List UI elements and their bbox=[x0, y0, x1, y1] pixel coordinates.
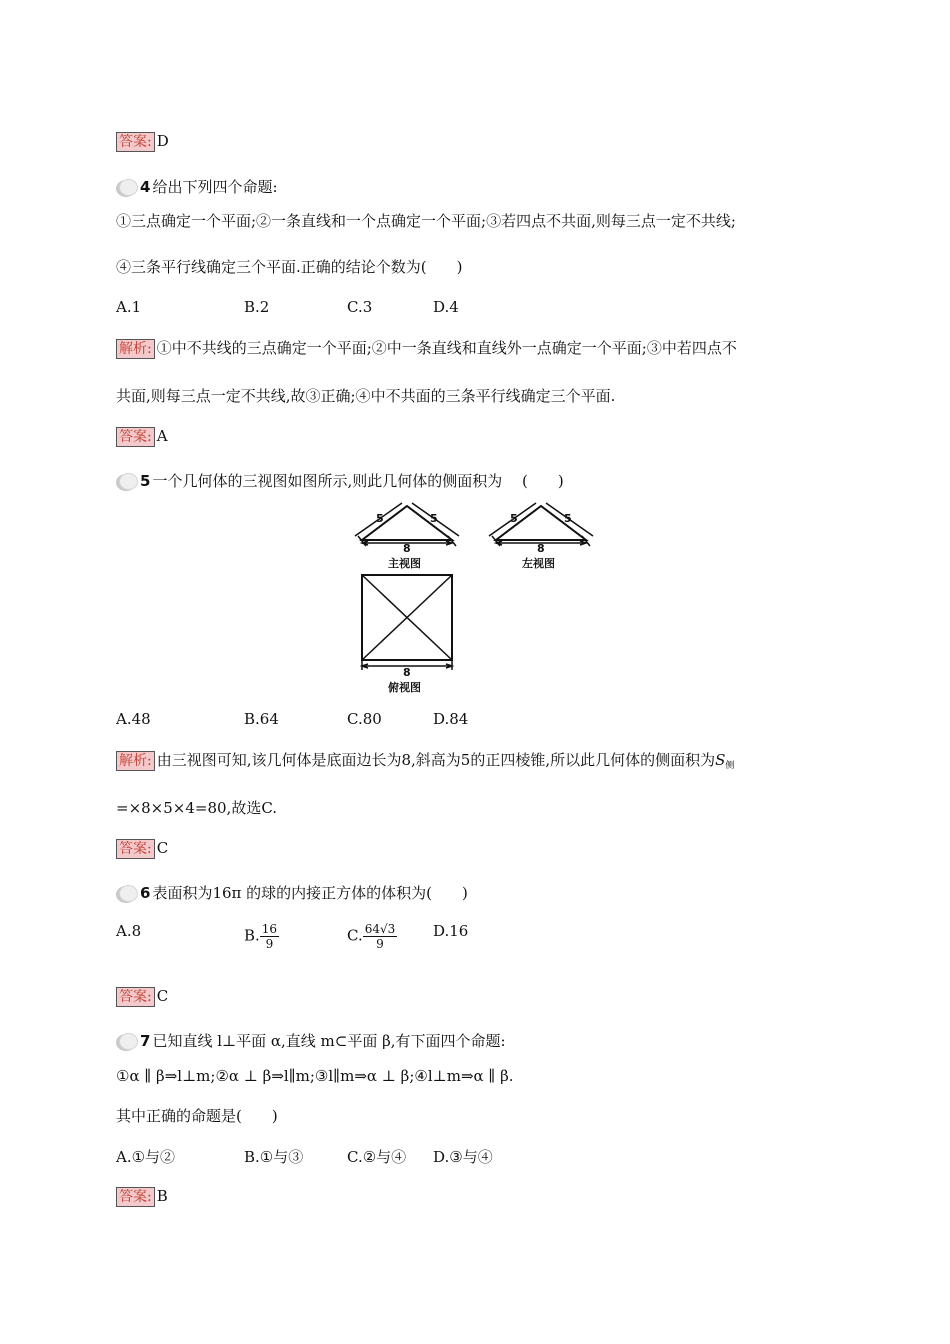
side-slant-left: 5 bbox=[510, 512, 518, 525]
front-slant-left: 5 bbox=[376, 512, 384, 525]
option-a: A.8 bbox=[116, 922, 142, 940]
question-number: 5 bbox=[140, 472, 151, 490]
q5-stem bbox=[116, 471, 564, 491]
option-a: A.①与② bbox=[116, 1148, 176, 1166]
q5-analysis1 bbox=[116, 750, 734, 776]
front-view-label: 主视图 bbox=[388, 557, 421, 570]
answer-tag: 答案: bbox=[116, 1187, 155, 1207]
q4-line1: ①三点确定一个平面;②一条直线和一个点确定一个平面;③若四点不共面,则每三点一定不共线; bbox=[116, 212, 736, 230]
q3-answer bbox=[116, 131, 169, 152]
answer-tag: 答案: bbox=[116, 427, 155, 447]
q7-line2: 其中正确的命题是( ) bbox=[116, 1107, 278, 1125]
option-c: C.3 bbox=[347, 298, 373, 316]
side-view-label: 左视图 bbox=[522, 557, 555, 570]
answer-value: B bbox=[156, 1187, 168, 1205]
side-view bbox=[489, 503, 593, 546]
answer-tag: 答案: bbox=[116, 987, 155, 1007]
front-view bbox=[355, 503, 459, 546]
option-b-fraction bbox=[260, 922, 279, 951]
top-view-label: 俯视图 bbox=[388, 681, 421, 694]
side-base: 8 bbox=[537, 542, 545, 555]
option-b bbox=[244, 922, 279, 951]
option-d: D.4 bbox=[433, 298, 459, 316]
q7-stem bbox=[116, 1031, 506, 1051]
answer-tag: 答案: bbox=[116, 132, 155, 152]
option-a: A.48 bbox=[116, 710, 151, 728]
question-number: 6 bbox=[140, 884, 151, 902]
top-base: 8 bbox=[403, 666, 411, 679]
denominator: 9 bbox=[376, 937, 384, 951]
denominator: 9 bbox=[265, 937, 274, 951]
q7-answer bbox=[116, 1186, 168, 1207]
question-number: 7 bbox=[140, 1032, 151, 1050]
analysis-text: ①中不共线的三点确定一个平面;②中一条直线和直线外一点确定一个平面;③中若四点不 bbox=[156, 339, 737, 357]
analysis-tag: 解析: bbox=[116, 751, 155, 771]
answer-value: A bbox=[156, 427, 168, 445]
option-b-prefix: B. bbox=[244, 926, 260, 945]
numerator: 64√3 bbox=[364, 922, 396, 936]
q4-analysis2: 共面,则每三点一定不共线,故③正确;④中不共面的三条平行线确定三个平面. bbox=[116, 387, 616, 405]
question-bullet-icon bbox=[116, 473, 138, 491]
question-number: 4 bbox=[140, 178, 151, 196]
q4-analysis1 bbox=[116, 338, 737, 359]
analysis-tag: 解析: bbox=[116, 339, 155, 359]
option-c: C.②与④ bbox=[347, 1148, 407, 1166]
option-c: C.80 bbox=[347, 710, 382, 728]
q5-answer bbox=[116, 838, 168, 859]
question-stem: 给出下列四个命题: bbox=[152, 178, 278, 196]
analysis-text: 由三视图可知,该几何体是底面边长为8,斜高为5的正四棱锥,所以此几何体的侧面积为 bbox=[156, 751, 716, 769]
option-d: D.③与④ bbox=[433, 1148, 493, 1166]
q6-stem bbox=[116, 883, 468, 903]
q5-analysis2: =×8×5×4=80,故选C. bbox=[116, 799, 278, 817]
option-d: D.84 bbox=[433, 710, 469, 728]
option-a: A.1 bbox=[116, 298, 142, 316]
answer-value: C bbox=[156, 839, 169, 857]
option-d: D.16 bbox=[433, 922, 469, 940]
q4-answer bbox=[116, 426, 168, 447]
answer-value: D bbox=[156, 132, 169, 150]
analysis-symbol: S bbox=[715, 751, 726, 769]
option-c bbox=[347, 922, 397, 951]
three-view-figure bbox=[350, 500, 600, 700]
top-view bbox=[362, 575, 452, 670]
q4-line2: ④三条平行线确定三个平面.正确的结论个数为( ) bbox=[116, 258, 463, 276]
option-b: B.2 bbox=[244, 298, 270, 316]
side-slant-right: 5 bbox=[564, 512, 572, 525]
answer-tag: 答案: bbox=[116, 839, 155, 859]
front-slant-right: 5 bbox=[430, 512, 438, 525]
numerator: 16 bbox=[261, 922, 278, 936]
question-bullet-icon bbox=[116, 179, 138, 197]
option-b: B.①与③ bbox=[244, 1148, 304, 1166]
option-c-prefix: C. bbox=[347, 926, 363, 945]
option-b: B.64 bbox=[244, 710, 279, 728]
question-stem: 一个几何体的三视图如图所示,则此几何体的侧面积为 ( ) bbox=[152, 472, 564, 490]
front-base: 8 bbox=[403, 542, 411, 555]
q6-answer bbox=[116, 986, 168, 1007]
option-c-fraction bbox=[363, 922, 398, 951]
question-bullet-icon bbox=[116, 885, 138, 903]
question-stem: 表面积为16π 的球的内接正方体的体积为( ) bbox=[152, 884, 468, 902]
question-bullet-icon bbox=[116, 1033, 138, 1051]
analysis-subscript: 侧 bbox=[725, 761, 735, 771]
q7-line1: ①α ∥ β⇒l⊥m;②α ⊥ β⇒l∥m;③l∥m⇒α ⊥ β;④l⊥m⇒α ∥ β. bbox=[116, 1067, 514, 1085]
answer-value: C bbox=[156, 987, 169, 1005]
question-stem: 已知直线 l⊥平面 α,直线 m⊂平面 β,有下面四个命题: bbox=[152, 1032, 506, 1050]
q4-stem bbox=[116, 177, 278, 197]
